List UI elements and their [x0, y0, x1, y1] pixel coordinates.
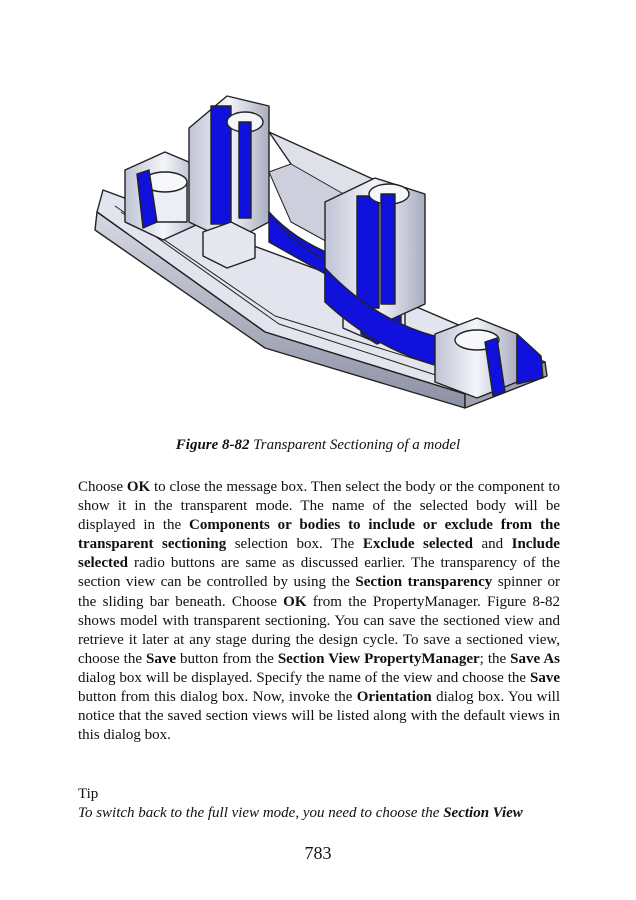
body-paragraph	[78, 478, 560, 745]
body-bold-term: Exclude selected	[362, 536, 473, 553]
body-bold-term: Save	[145, 650, 176, 667]
tip-text-body: To switch back to the full view mode, you need to choose the	[78, 805, 444, 821]
body-bold-term: Orientation	[356, 689, 432, 706]
figure-caption	[0, 436, 636, 454]
body-text-run: radio buttons are same as discussed earlier. The transparency of the section view can be controlled by using the	[78, 555, 560, 591]
body-text-run: Choose	[78, 479, 127, 495]
body-bold-term: Include selected	[78, 536, 560, 572]
body-bold-term: Save As	[510, 650, 560, 667]
body-text-run: button from the	[175, 650, 278, 667]
body-text-run: to close the message box. Then select the body or the component to show it in the transparent mode. The name of the selected body will be displayed in the	[78, 479, 561, 534]
transparent-section-model-figure	[85, 72, 555, 432]
body-bold-term: Section transparency	[355, 574, 493, 591]
body-bold-term: OK	[283, 593, 307, 610]
body-text-run: and	[472, 536, 512, 553]
tip-text	[78, 804, 560, 823]
body-text-run: ; the	[479, 650, 511, 667]
body-text-run: from the PropertyManager. Figure 8-82 shows model with transparent sectioning. You can save the sectioned view and retrieve it later at any stage during the design cycle. To save a sectioned view, choose the	[78, 593, 560, 667]
end-section-face	[517, 334, 543, 384]
body-text	[78, 478, 560, 745]
figure-label: Figure 8-82	[175, 437, 250, 453]
body-bold-term: Components or bodies to include or exclude from the transparent sectioning	[78, 517, 560, 553]
tip-box	[78, 785, 560, 823]
body-bold-term: Save	[530, 669, 560, 686]
tip-text-bold: Section View	[443, 805, 523, 821]
body-text-run: spinner or the sliding bar beneath. Choose	[78, 574, 560, 610]
body-text-run: dialog box. You will notice that the saved section views will be listed along with the default views in this dialog box.	[78, 689, 560, 744]
body-text-run: selection box. The	[226, 536, 363, 553]
page-number: 783	[304, 843, 332, 863]
tip-heading: Tip	[78, 786, 99, 802]
body-bold-term: OK	[126, 479, 151, 495]
body-bold-term: Section View PropertyManager	[277, 650, 480, 667]
figure-caption-text: Transparent Sectioning of a model	[253, 437, 461, 453]
body-text-run: button from this dialog box. Now, invoke the	[78, 689, 357, 706]
body-text-run: dialog box will be displayed. Specify the name of the view and choose the	[78, 669, 530, 686]
